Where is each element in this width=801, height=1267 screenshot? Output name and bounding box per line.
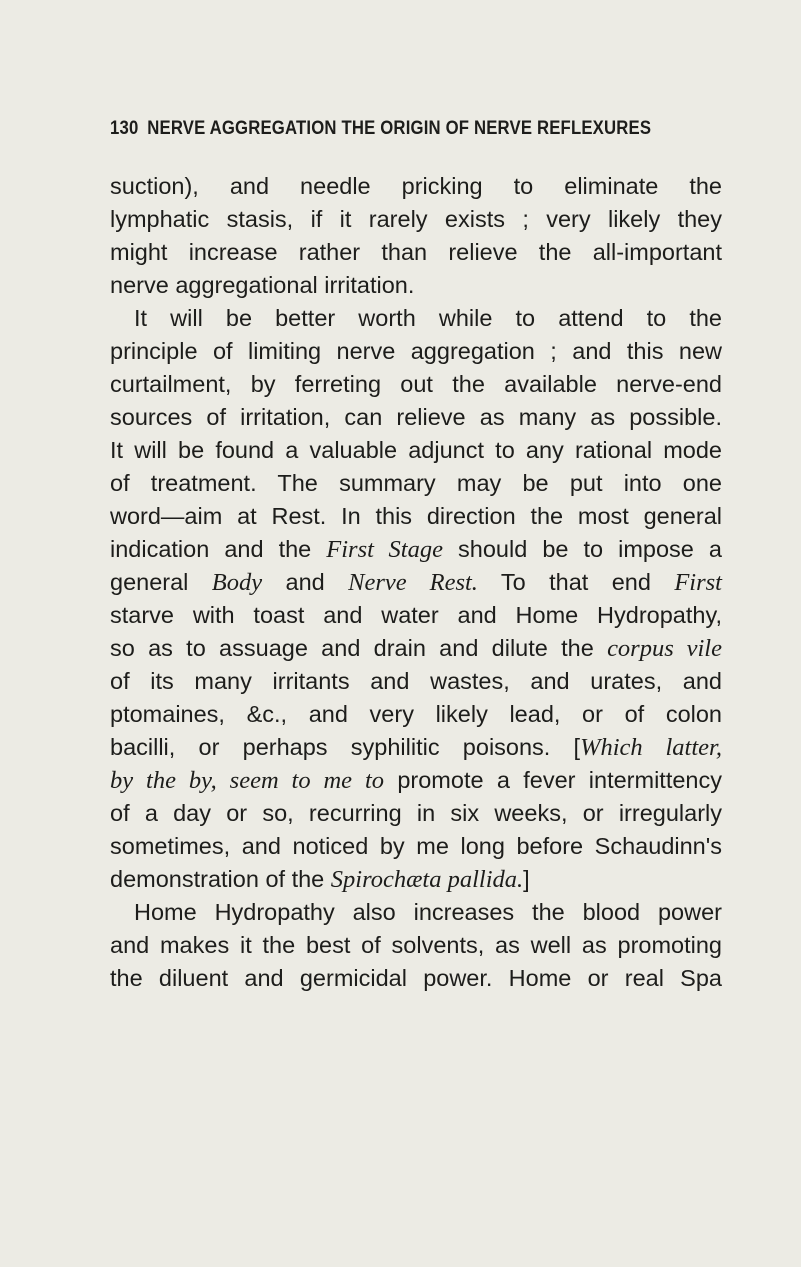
text-segment: word—aim at Rest. In this direction the most general [110, 503, 722, 529]
italic-segment: by the by, seem to me to [110, 767, 385, 794]
text-segment: of its many irritants and wastes, and urates, and [110, 668, 722, 694]
text-segment: promote a fever intermittency [384, 767, 722, 793]
running-head [110, 118, 673, 140]
text-line-1 [110, 170, 722, 203]
text-segment: ] [523, 866, 530, 892]
text-segment: ptomaines, &c., and very likely lead, or of colon [110, 701, 722, 727]
text-line-7 [110, 368, 722, 401]
text-segment: of treatment. The summary may be put into one [110, 470, 722, 496]
text-segment: the diluent and germicidal power. Home or real Spa [110, 965, 722, 991]
italic-segment: Spirochæta pallida. [330, 866, 524, 893]
text-segment: sometimes, and noticed by me long before Schaudinn's [110, 833, 722, 859]
text-line-21 [110, 830, 722, 863]
text-segment: and [262, 569, 349, 595]
text-line-14 [110, 599, 722, 632]
text-line-2 [110, 203, 722, 236]
page-number: 130 [110, 118, 139, 139]
text-segment: sources of irritation, can relieve as many as possible. [110, 404, 722, 430]
text-line-20 [110, 797, 722, 830]
text-segment: should be to impose a [443, 536, 722, 562]
body-text [110, 170, 722, 995]
text-line-9 [110, 434, 722, 467]
text-segment: suction), and needle pricking to eliminate the [110, 173, 722, 199]
text-segment: might increase rather than relieve the all-important [110, 239, 722, 265]
text-line-22 [110, 863, 722, 896]
text-line-17 [110, 698, 722, 731]
text-segment: Home Hydropathy also increases the blood power [134, 899, 722, 925]
text-segment: It will be better worth while to attend to the [134, 305, 722, 331]
italic-segment: corpus vile [607, 635, 722, 662]
text-segment: It will be found a valuable adjunct to any rational mode [110, 437, 722, 463]
text-segment: starve with toast and water and Home Hydropathy, [110, 602, 722, 628]
text-segment: principle of limiting nerve aggregation ; and this new [110, 338, 722, 364]
text-line-11 [110, 500, 722, 533]
text-segment: curtailment, by ferreting out the available nerve-end [110, 371, 722, 397]
text-segment: nerve aggregational irritation. [110, 272, 415, 298]
text-segment: lymphatic stasis, if it rarely exists ; very likely they [110, 206, 722, 232]
text-line-18 [110, 731, 722, 764]
text-line-4 [110, 269, 722, 302]
text-segment: To that end [477, 569, 675, 595]
text-segment: and makes it the best of solvents, as well as promoting [110, 932, 722, 958]
text-segment: of a day or so, recurring in six weeks, or irregularly [110, 800, 722, 826]
text-line-5 [110, 302, 722, 335]
text-segment: demonstration of the [110, 866, 331, 892]
text-line-25 [110, 962, 722, 995]
text-segment: indication and the [110, 536, 327, 562]
running-title: NERVE AGGREGATION THE ORIGIN OF NERVE REFLEXURES [147, 118, 652, 139]
text-segment: bacilli, or perhaps syphilitic poisons. [ [110, 734, 581, 760]
italic-segment: First [674, 569, 722, 596]
text-line-6 [110, 335, 722, 368]
text-segment: general [110, 569, 212, 595]
text-line-13 [110, 566, 722, 599]
text-line-23 [110, 896, 722, 929]
italic-segment: Which latter, [580, 734, 722, 761]
italic-segment: Nerve Rest. [348, 569, 478, 596]
italic-segment: Body [211, 569, 263, 596]
italic-segment: First Stage [326, 536, 443, 563]
text-segment: so as to assuage and drain and dilute the [110, 635, 608, 661]
text-line-10 [110, 467, 722, 500]
text-line-3 [110, 236, 722, 269]
text-line-24 [110, 929, 722, 962]
text-line-8 [110, 401, 722, 434]
text-line-19 [110, 764, 722, 797]
text-line-16 [110, 665, 722, 698]
text-line-15 [110, 632, 722, 665]
text-line-12 [110, 533, 722, 566]
